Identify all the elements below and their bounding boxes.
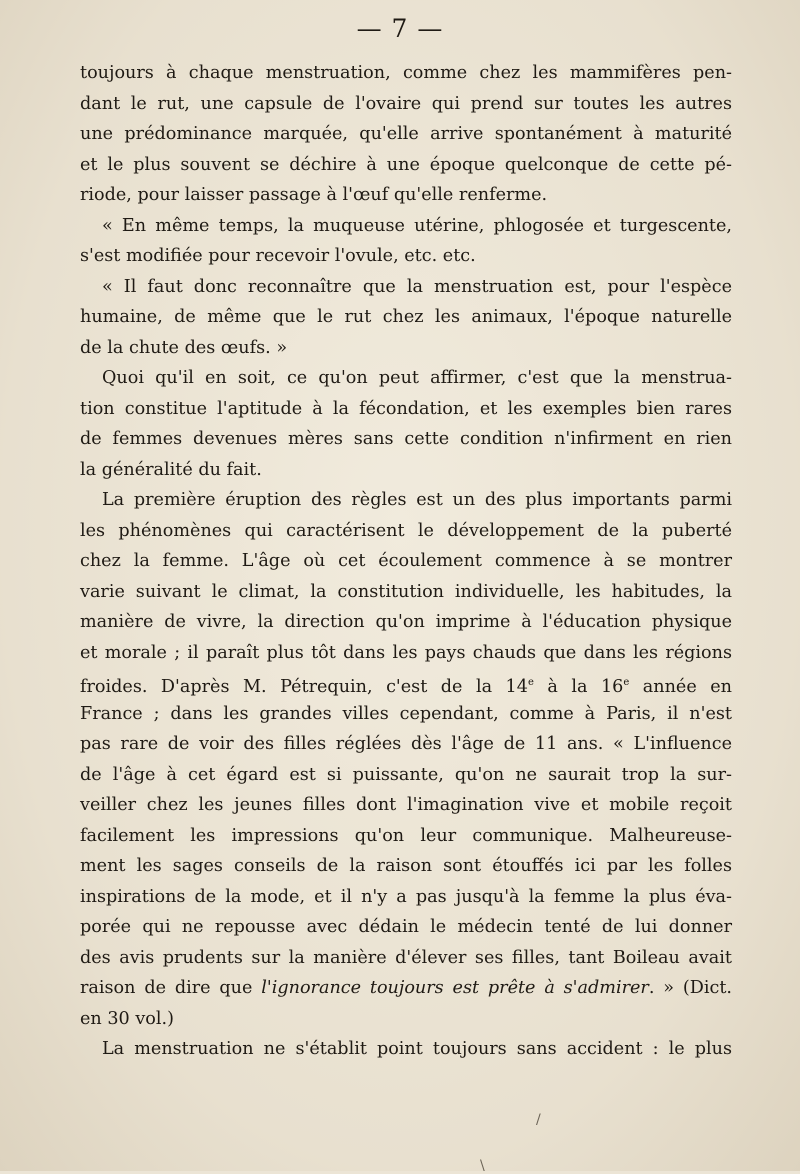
text-line: la généralité du fait. <box>80 459 262 480</box>
text-line: La menstruation ne s'établit point toujours sans accident : le plus <box>102 1039 732 1059</box>
text-line: porée qui ne repousse avec dédain le médecin tenté de lui donner <box>80 917 732 937</box>
paper-speck: \ <box>480 1158 485 1174</box>
text-line: une prédominance marquée, qu'elle arrive spontanément à maturité <box>80 124 732 144</box>
text-line: des avis prudents sur la manière d'élever ses filles, tant Boileau avait <box>80 947 732 968</box>
text-line: raison de dire que l'ignorance toujours est prête à s'admirer. » (Dict. <box>80 978 732 998</box>
text-line: France ; dans les grandes villes cependant, comme à Paris, il n'est <box>80 703 732 724</box>
text-line: chez la femme. L'âge où cet écoulement commence à se montrer <box>80 551 732 571</box>
text-line: manière de vivre, la direction qu'on imprime à l'éducation physique <box>80 612 732 632</box>
text-line: veiller chez les jeunes filles dont l'imagination vive et mobile reçoit <box>80 795 732 815</box>
text-line: ment les sages conseils de la raison sont étouffés ici par les folles <box>80 856 732 876</box>
text-line: humaine, de même que le rut chez les animaux, l'époque naturelle <box>80 307 732 327</box>
text-line: tion constitue l'aptitude à la fécondation, et les exemples bien rares <box>80 398 732 419</box>
text-line: « Il faut donc reconnaître que la menstruation est, pour l'espèce <box>102 276 732 297</box>
text-line: varie suivant le climat, la constitution individuelle, les habitudes, la <box>80 581 732 602</box>
text-line: « En même temps, la muqueuse utérine, phlogosée et turgescente, <box>102 215 732 236</box>
text-line: facilement les impressions qu'on leur communique. Malheureuse- <box>80 825 732 846</box>
text-line: riode, pour laisser passage à l'œuf qu'elle renferme. <box>80 185 548 205</box>
text-line: s'est modifiée pour recevoir l'ovule, etc. etc. <box>80 246 476 266</box>
text-line: toujours à chaque menstruation, comme chez les mammifères pen- <box>80 63 732 83</box>
text-line: de la chute des œufs. » <box>80 337 288 358</box>
text-line: pas rare de voir des filles réglées dès l'âge de 11 ans. « L'influence <box>80 734 732 754</box>
text-line: dant le rut, une capsule de l'ovaire qui prend sur toutes les autres <box>80 93 732 114</box>
text-line: en 30 vol.) <box>80 1008 174 1029</box>
text-line: et le plus souvent se déchire à une époque quelconque de cette pé- <box>80 154 732 175</box>
paper-speck: / <box>536 1112 541 1128</box>
text-line: les phénomènes qui caractérisent le développement de la puberté <box>80 520 732 541</box>
text-line: La première éruption des règles est un des plus importants parmi <box>102 490 732 510</box>
text-line: de l'âge à cet égard est si puissante, qu'on ne saurait trop la sur- <box>80 764 732 785</box>
page-number: — 7 — <box>356 14 444 43</box>
text-line: de femmes devenues mères sans cette condition n'infirment en rien <box>80 429 732 449</box>
text-line: froides. D'après M. Pétrequin, c'est de la 14e à la 16e année en <box>80 676 732 697</box>
text-line: et morale ; il paraît plus tôt dans les pays chauds que dans les régions <box>80 642 732 663</box>
body-text <box>80 58 732 1065</box>
text-line: inspirations de la mode, et il n'y a pas jusqu'à la femme la plus éva- <box>80 886 732 907</box>
text-line: Quoi qu'il en soit, ce qu'on peut affirmer, c'est que la menstrua- <box>102 368 732 388</box>
